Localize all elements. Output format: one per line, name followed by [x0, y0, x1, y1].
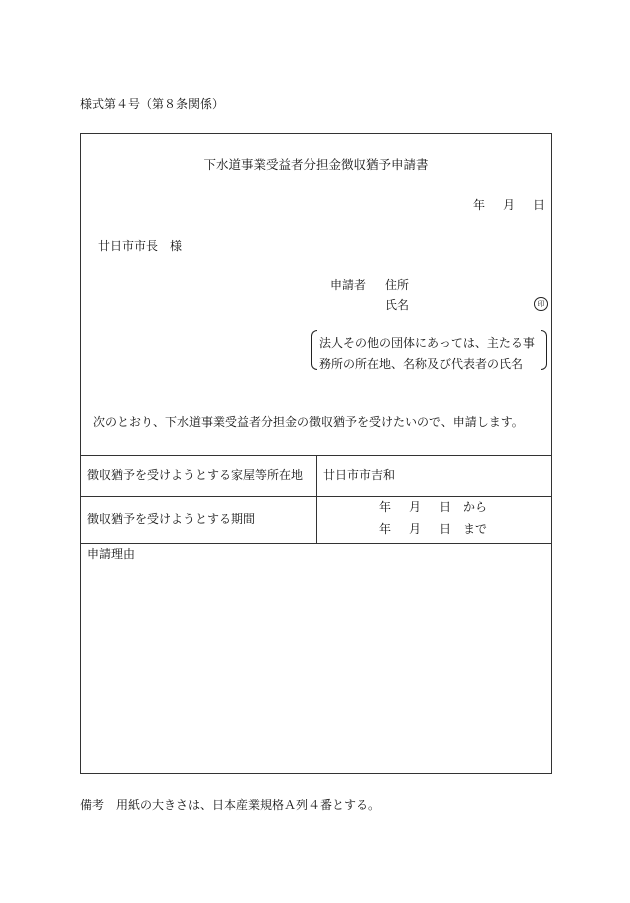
property-location-label: 徴収猶予を受けようとする家屋等所在地	[87, 468, 304, 482]
property-location-value: 廿日市市吉和	[323, 468, 396, 482]
address-label: 住所	[385, 278, 410, 292]
name-label: 氏名	[385, 298, 410, 312]
period-to-year: 年	[379, 522, 392, 536]
period-to-month: 月	[409, 522, 422, 536]
table-row-divider	[81, 496, 551, 497]
period-from	[379, 501, 487, 513]
date-month: 月	[502, 198, 515, 212]
application-statement: 次のとおり、下水道事業受益者分担金の徴収猶予を受けたいので、申請します。	[93, 415, 524, 429]
period-to-day: 日	[439, 522, 452, 536]
reason-label: 申請理由	[87, 547, 136, 561]
period-from-day: 日	[439, 500, 452, 514]
seal-mark: 印	[534, 297, 548, 311]
bracket-left	[311, 330, 317, 370]
form-title: 下水道事業受益者分担金徴収猶予申請書	[203, 157, 429, 172]
deferment-period-label: 徴収猶予を受けようとする期間	[87, 512, 256, 526]
form-number-label: 様式第４号（第８条関係）	[80, 97, 225, 111]
period-from-month: 月	[409, 500, 422, 514]
date-day: 日	[532, 198, 545, 212]
period-from-year: 年	[379, 500, 392, 514]
table-column-divider	[316, 455, 317, 543]
reason-top-border	[81, 543, 551, 544]
date-year: 年	[472, 198, 485, 212]
period-to	[379, 523, 487, 535]
application-form-frame	[80, 133, 552, 774]
bracket-right	[541, 330, 547, 370]
corporate-note-line2: 務所の所在地、名称及び代表者の氏名	[319, 357, 524, 371]
period-to-suffix: まで	[463, 522, 488, 536]
period-from-suffix: から	[463, 500, 488, 514]
addressee: 廿日市市長 様	[98, 239, 183, 253]
corporate-note-line1: 法人その他の団体にあっては、主たる事	[319, 336, 535, 350]
applicant-label: 申請者	[330, 278, 367, 292]
remarks: 備考 用紙の大きさは、日本産業規格Ａ列４番とする。	[80, 798, 381, 812]
date-line	[473, 199, 545, 211]
